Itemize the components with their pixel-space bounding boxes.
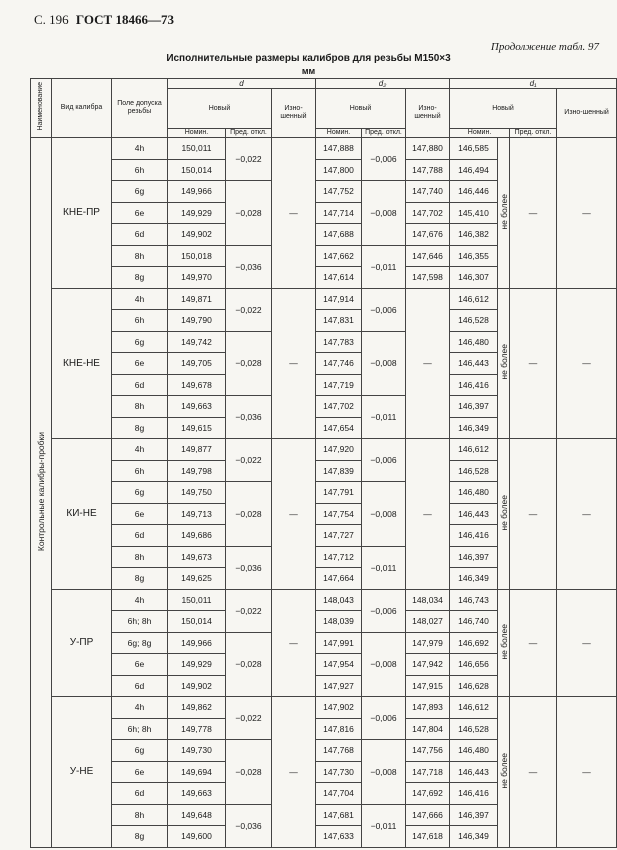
d2-worn-cell: —	[406, 439, 450, 590]
dimensions-table	[30, 78, 617, 848]
d2-nominal-cell: 147,888	[316, 138, 362, 160]
table-body	[31, 138, 617, 848]
d-deviation-cell: −0,022	[226, 589, 272, 632]
d1-nominal-cell: 146,397	[450, 396, 498, 418]
not-more-text: не более	[498, 752, 509, 789]
d2-nominal-cell: 147,991	[316, 632, 362, 654]
d1-nominal-cell: 146,416	[450, 783, 498, 805]
tolerance-cell: 4h	[112, 697, 168, 719]
d-nominal-cell: 149,798	[168, 460, 226, 482]
not-more-text: не более	[498, 623, 509, 660]
d2-deviation-cell: −0,006	[362, 439, 406, 482]
col-d2-header: d₂	[316, 79, 450, 89]
group-name	[31, 138, 52, 848]
d-deviation-cell: −0,028	[226, 482, 272, 547]
d2-nominal-header: Номин.	[316, 128, 362, 137]
d2-nominal-cell: 147,927	[316, 675, 362, 697]
d1-nominal-cell: 146,349	[450, 568, 498, 590]
d2-limit-dev-header: Пред. откл.	[362, 128, 406, 137]
d2-worn-cell: 147,915	[406, 675, 450, 697]
d1-worn-header: Изно-шенный	[557, 89, 617, 138]
not-more-text: не более	[498, 193, 509, 230]
d-deviation-cell: −0,022	[226, 697, 272, 740]
tolerance-cell: 6g	[112, 331, 168, 353]
d1-nominal-cell: 146,528	[450, 460, 498, 482]
tolerance-cell: 6h; 8h	[112, 718, 168, 740]
d-worn-cell: —	[272, 138, 316, 289]
d2-nominal-cell: 147,719	[316, 374, 362, 396]
not-more-text: не более	[498, 344, 509, 381]
d-deviation-cell: −0,028	[226, 632, 272, 697]
d-nominal-cell: 149,778	[168, 718, 226, 740]
tolerance-cell: 4h	[112, 138, 168, 160]
d-nominal-cell: 149,673	[168, 546, 226, 568]
d-nominal-cell: 149,877	[168, 439, 226, 461]
d2-worn-cell: 147,618	[406, 826, 450, 848]
d-nominal-cell: 149,902	[168, 224, 226, 246]
d2-nominal-cell: 147,768	[316, 740, 362, 762]
d2-worn-cell: 147,740	[406, 181, 450, 203]
d2-worn-cell: 148,027	[406, 611, 450, 633]
d1-nominal-cell: 146,494	[450, 159, 498, 181]
caliber-name: КНЕ-ПР	[52, 138, 112, 289]
d2-deviation-cell: −0,008	[362, 740, 406, 805]
d1-nominal-cell: 146,446	[450, 181, 498, 203]
tolerance-cell: 6h	[112, 310, 168, 332]
table-row	[31, 697, 617, 719]
d-worn-header: Изно-шенный	[272, 89, 316, 138]
d-deviation-cell: −0,022	[226, 439, 272, 482]
d-nominal-cell: 149,790	[168, 310, 226, 332]
d2-nominal-cell: 147,654	[316, 417, 362, 439]
d1-worn-cell: —	[557, 288, 617, 439]
d2-nominal-cell: 147,746	[316, 353, 362, 375]
d-deviation-cell: −0,028	[226, 740, 272, 805]
d-nominal-cell: 149,713	[168, 503, 226, 525]
unit-label: мм	[301, 66, 316, 76]
d-deviation-cell: −0,022	[226, 288, 272, 331]
d-nominal-cell: 149,600	[168, 826, 226, 848]
d-nominal-cell: 149,705	[168, 353, 226, 375]
d1-nominal-cell: 146,480	[450, 740, 498, 762]
d1-nominal-cell: 146,355	[450, 245, 498, 267]
tolerance-cell: 8h	[112, 804, 168, 826]
d-nominal-cell: 149,663	[168, 783, 226, 805]
page-number: С. 196	[34, 12, 69, 27]
d2-nominal-cell: 147,783	[316, 331, 362, 353]
d1-nominal-cell: 146,416	[450, 374, 498, 396]
d2-worn-cell: 147,666	[406, 804, 450, 826]
d1-nominal-header: Номин.	[450, 128, 510, 137]
d2-worn-cell: 147,788	[406, 159, 450, 181]
d2-new-header: Новый	[316, 89, 406, 129]
tolerance-cell: 6e	[112, 353, 168, 375]
d1-nominal-cell: 146,740	[450, 611, 498, 633]
d-deviation-cell: −0,036	[226, 396, 272, 439]
d2-deviation-cell: −0,008	[362, 482, 406, 547]
d2-nominal-cell: 147,730	[316, 761, 362, 783]
d-nominal-cell: 149,678	[168, 374, 226, 396]
d1-nominal-cell: 146,480	[450, 331, 498, 353]
d2-worn-cell: 147,804	[406, 718, 450, 740]
d-worn-cell: —	[272, 439, 316, 590]
d2-deviation-cell: −0,011	[362, 396, 406, 439]
d-nominal-cell: 149,663	[168, 396, 226, 418]
d-nominal-cell: 149,929	[168, 202, 226, 224]
d2-nominal-cell: 147,831	[316, 310, 362, 332]
d2-worn-cell: 147,942	[406, 654, 450, 676]
d-nominal-cell: 149,750	[168, 482, 226, 504]
tolerance-cell: 6h; 8h	[112, 611, 168, 633]
d2-nominal-cell: 147,688	[316, 224, 362, 246]
d2-deviation-cell: −0,008	[362, 632, 406, 697]
d2-deviation-cell: −0,006	[362, 288, 406, 331]
d2-nominal-cell: 147,614	[316, 267, 362, 289]
d2-nominal-cell: 147,727	[316, 525, 362, 547]
tolerance-cell: 6e	[112, 654, 168, 676]
d2-nominal-cell: 147,791	[316, 482, 362, 504]
tolerance-cell: 6e	[112, 761, 168, 783]
d2-nominal-cell: 147,633	[316, 826, 362, 848]
d1-nominal-cell: 146,480	[450, 482, 498, 504]
d1-nominal-cell: 146,528	[450, 718, 498, 740]
tolerance-cell: 8h	[112, 245, 168, 267]
d2-worn-cell: 148,034	[406, 589, 450, 611]
d2-nominal-cell: 147,704	[316, 783, 362, 805]
d1-nominal-cell: 146,585	[450, 138, 498, 160]
d2-nominal-cell: 148,039	[316, 611, 362, 633]
d2-worn-cell: 147,692	[406, 783, 450, 805]
d2-worn-cell: —	[406, 288, 450, 439]
d2-nominal-cell: 147,662	[316, 245, 362, 267]
tolerance-cell: 6d	[112, 783, 168, 805]
d1-nominal-cell: 146,612	[450, 697, 498, 719]
not-more-cell	[498, 439, 510, 590]
tolerance-cell: 6h	[112, 460, 168, 482]
tolerance-cell: 6g	[112, 181, 168, 203]
not-more-cell	[498, 589, 510, 697]
d2-worn-cell: 147,718	[406, 761, 450, 783]
d2-nominal-cell: 147,681	[316, 804, 362, 826]
d-nominal-cell: 149,871	[168, 288, 226, 310]
d1-worn-cell: —	[557, 697, 617, 848]
d-worn-cell: —	[272, 589, 316, 697]
d1-nominal-cell: 146,528	[450, 310, 498, 332]
d-nominal-cell: 149,615	[168, 417, 226, 439]
d1-deviation-cell: —	[510, 439, 557, 590]
d-deviation-cell: −0,036	[226, 245, 272, 288]
d1-nominal-cell: 146,443	[450, 353, 498, 375]
d2-nominal-cell: 147,754	[316, 503, 362, 525]
d1-worn-cell: —	[557, 138, 617, 289]
d2-nominal-cell: 147,954	[316, 654, 362, 676]
table-row	[31, 138, 617, 160]
d-new-header: Новый	[168, 89, 272, 129]
tolerance-cell: 8g	[112, 267, 168, 289]
d1-deviation-cell: —	[510, 589, 557, 697]
d1-nominal-cell: 146,349	[450, 417, 498, 439]
d-nominal-cell: 150,018	[168, 245, 226, 267]
d-deviation-cell: −0,028	[226, 331, 272, 396]
d1-nominal-cell: 146,397	[450, 804, 498, 826]
tolerance-cell: 8h	[112, 546, 168, 568]
tolerance-cell: 6d	[112, 374, 168, 396]
d-worn-cell: —	[272, 288, 316, 439]
d-limit-dev-header: Пред. откл.	[226, 128, 272, 137]
d-nominal-cell: 149,966	[168, 181, 226, 203]
d1-limit-dev-header: Пред. откл.	[510, 128, 557, 137]
d2-nominal-cell: 147,914	[316, 288, 362, 310]
d1-new-header: Новый	[450, 89, 557, 129]
caliber-name: КНЕ-НЕ	[52, 288, 112, 439]
d-nominal-cell: 149,625	[168, 568, 226, 590]
d1-nominal-cell: 146,443	[450, 503, 498, 525]
col-name-header: Наименование	[31, 79, 52, 138]
d2-deviation-cell: −0,006	[362, 697, 406, 740]
tolerance-cell: 6d	[112, 525, 168, 547]
tolerance-cell: 6g	[112, 482, 168, 504]
d1-deviation-cell: —	[510, 138, 557, 289]
d2-worn-cell: 147,646	[406, 245, 450, 267]
not-more-cell	[498, 697, 510, 848]
d2-worn-cell: 147,880	[406, 138, 450, 160]
d1-nominal-cell: 146,307	[450, 267, 498, 289]
group-name-text: Контрольные калибры-пробки	[36, 431, 46, 551]
d2-nominal-cell: 147,816	[316, 718, 362, 740]
d2-nominal-cell: 147,714	[316, 202, 362, 224]
d-nominal-cell: 149,929	[168, 654, 226, 676]
not-more-cell	[498, 288, 510, 439]
caliber-name: У-ПР	[52, 589, 112, 697]
d2-nominal-cell: 148,043	[316, 589, 362, 611]
d1-nominal-cell: 146,612	[450, 439, 498, 461]
d2-worn-cell: 147,598	[406, 267, 450, 289]
tolerance-cell: 6e	[112, 202, 168, 224]
tolerance-cell: 8h	[112, 396, 168, 418]
caliber-name: КИ-НЕ	[52, 439, 112, 590]
d2-worn-cell: 147,756	[406, 740, 450, 762]
d1-nominal-cell: 146,628	[450, 675, 498, 697]
tolerance-cell: 8g	[112, 826, 168, 848]
d1-nominal-cell: 146,382	[450, 224, 498, 246]
d2-nominal-cell: 147,920	[316, 439, 362, 461]
d2-nominal-cell: 147,702	[316, 396, 362, 418]
d2-deviation-cell: −0,011	[362, 245, 406, 288]
d-nominal-cell: 150,011	[168, 589, 226, 611]
d2-deviation-cell: −0,006	[362, 138, 406, 181]
d1-nominal-cell: 146,692	[450, 632, 498, 654]
d-nominal-cell: 149,862	[168, 697, 226, 719]
tolerance-cell: 4h	[112, 288, 168, 310]
col-d-header: d	[168, 79, 316, 89]
tolerance-cell: 4h	[112, 439, 168, 461]
continuation-label: Продолжение табл. 97	[490, 41, 599, 53]
col-tolerance-header: Поле допуска резьбы	[112, 79, 168, 138]
d-nominal-cell: 150,014	[168, 611, 226, 633]
d-nominal-header: Номин.	[168, 128, 226, 137]
tolerance-cell: 8g	[112, 417, 168, 439]
d1-nominal-cell: 146,443	[450, 761, 498, 783]
tolerance-cell: 6e	[112, 503, 168, 525]
d1-nominal-cell: 146,349	[450, 826, 498, 848]
d1-worn-cell: —	[557, 589, 617, 697]
not-more-text: не более	[498, 494, 509, 531]
d2-deviation-cell: −0,011	[362, 804, 406, 847]
d2-nominal-cell: 147,712	[316, 546, 362, 568]
d2-nominal-cell: 147,902	[316, 697, 362, 719]
tolerance-cell: 4h	[112, 589, 168, 611]
d-nominal-cell: 149,970	[168, 267, 226, 289]
d2-nominal-cell: 147,839	[316, 460, 362, 482]
table-caption: Исполнительные размеры калибров для резьбы M150×3	[166, 53, 451, 64]
standard-number: ГОСТ 18466—73	[75, 12, 174, 27]
d1-deviation-cell: —	[510, 697, 557, 848]
d-nominal-cell: 149,648	[168, 804, 226, 826]
d2-worn-cell: 147,893	[406, 697, 450, 719]
tolerance-cell: 6g; 8g	[112, 632, 168, 654]
caliber-name: У-НЕ	[52, 697, 112, 848]
d1-deviation-cell: —	[510, 288, 557, 439]
d2-worn-cell: 147,676	[406, 224, 450, 246]
col-d1-header: d₁	[450, 79, 617, 89]
d-nominal-cell: 149,686	[168, 525, 226, 547]
table-row	[31, 439, 617, 461]
d-deviation-cell: −0,022	[226, 138, 272, 181]
d-nominal-cell: 149,694	[168, 761, 226, 783]
tolerance-cell: 6d	[112, 675, 168, 697]
d2-worn-cell: 147,702	[406, 202, 450, 224]
d1-nominal-cell: 146,416	[450, 525, 498, 547]
d2-deviation-cell: −0,008	[362, 331, 406, 396]
d2-nominal-cell: 147,664	[316, 568, 362, 590]
d1-nominal-cell: 146,612	[450, 288, 498, 310]
col-caliber-type-header: Вид калибра	[52, 79, 112, 138]
d-nominal-cell: 150,014	[168, 159, 226, 181]
table-row	[31, 589, 617, 611]
d1-nominal-cell: 146,743	[450, 589, 498, 611]
d-nominal-cell: 149,730	[168, 740, 226, 762]
d-deviation-cell: −0,036	[226, 804, 272, 847]
d2-worn-header: Изно-шенный	[406, 89, 450, 138]
d1-nominal-cell: 145,410	[450, 202, 498, 224]
d-deviation-cell: −0,036	[226, 546, 272, 589]
d1-worn-cell: —	[557, 439, 617, 590]
d-worn-cell: —	[272, 697, 316, 848]
tolerance-cell: 6d	[112, 224, 168, 246]
d-nominal-cell: 149,742	[168, 331, 226, 353]
d1-nominal-cell: 146,397	[450, 546, 498, 568]
d2-nominal-cell: 147,752	[316, 181, 362, 203]
d-nominal-cell: 150,011	[168, 138, 226, 160]
d-deviation-cell: −0,028	[226, 181, 272, 246]
tolerance-cell: 6g	[112, 740, 168, 762]
tolerance-cell: 6h	[112, 159, 168, 181]
d2-deviation-cell: −0,006	[362, 589, 406, 632]
d-nominal-cell: 149,902	[168, 675, 226, 697]
d2-worn-cell: 147,979	[406, 632, 450, 654]
d2-deviation-cell: −0,011	[362, 546, 406, 589]
d1-nominal-cell: 146,656	[450, 654, 498, 676]
not-more-cell	[498, 138, 510, 289]
d-nominal-cell: 149,966	[168, 632, 226, 654]
tolerance-cell: 8g	[112, 568, 168, 590]
d2-nominal-cell: 147,800	[316, 159, 362, 181]
table-row	[31, 288, 617, 310]
page-header	[34, 12, 174, 28]
d2-deviation-cell: −0,008	[362, 181, 406, 246]
